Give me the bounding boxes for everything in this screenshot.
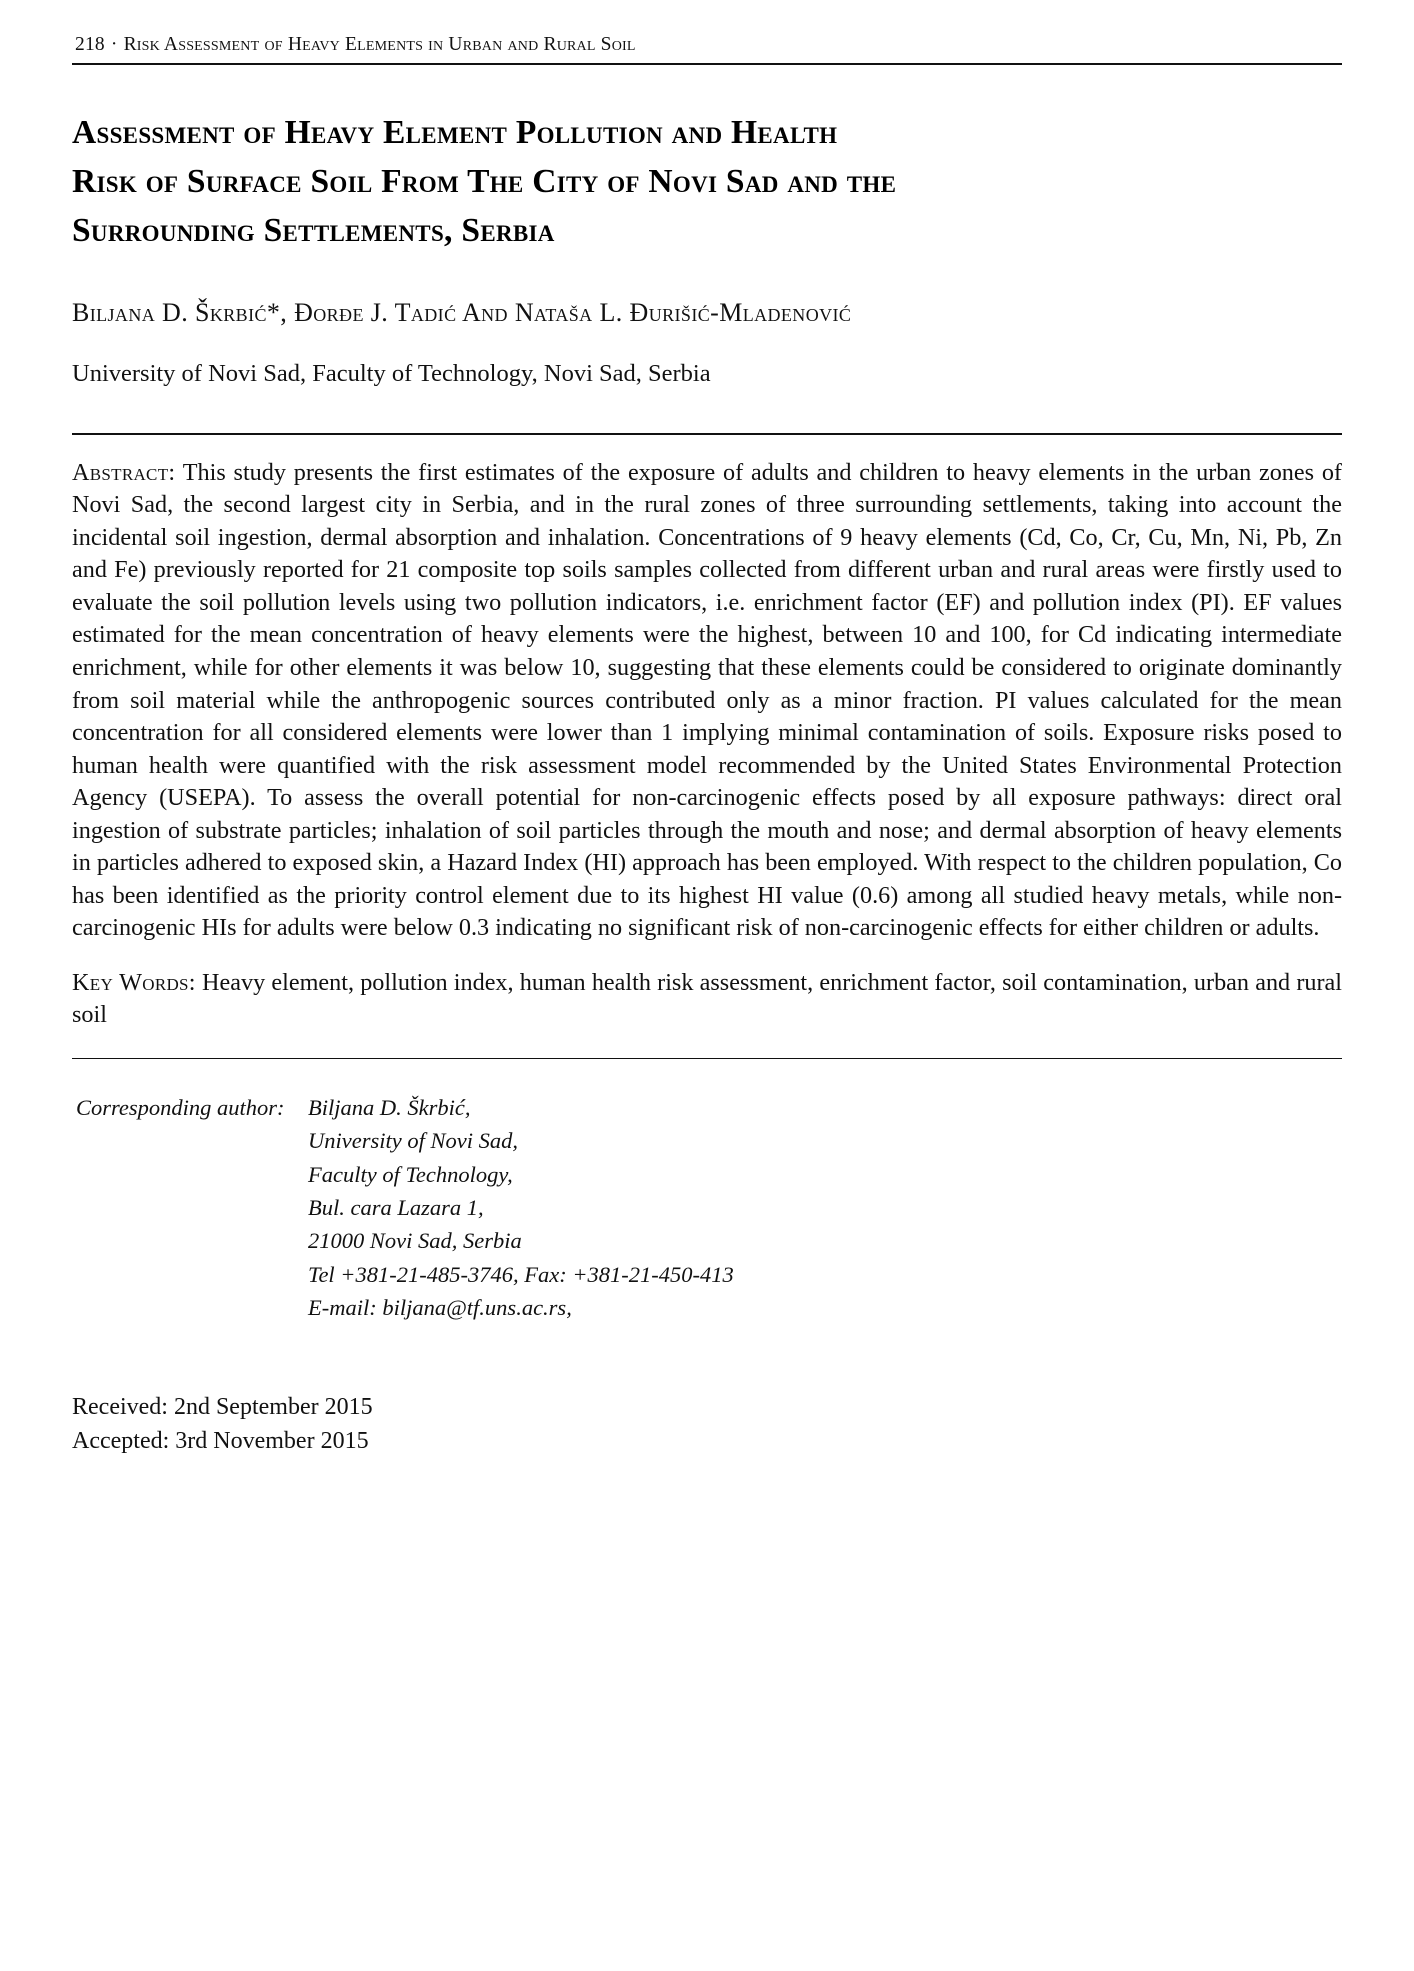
- keywords: [72, 967, 1342, 1032]
- abstract-divider-bottom: [72, 1058, 1342, 1059]
- page-title: [72, 109, 1342, 256]
- corr-line-1: Biljana D. Škrbić,: [308, 1095, 471, 1121]
- affiliation: University of Novi Sad, Faculty of Technology, Novi Sad, Serbia: [72, 359, 711, 387]
- abstract-label: Abstract:: [72, 458, 176, 486]
- abstract-body: This study presents the first estimates of the exposure of adults and children to heavy elements in the urban zones of Novi Sad, the second largest city in Serbia, and in the rural zones of three surrounding settlements, taking into account the incidental soil ingestion, dermal absorption and inhalation. Concentrations of 9 heavy elements (Cd, Co, Cr, Cu, Mn, Ni, Pb, Zn and Fe) previously reported for 21 composite top soils samples collected from different urban and rural areas were firstly used to evaluate the soil pollution levels using two pollution indicators, i.e. enrichment factor (EF) and pollution index (PI). EF values estimated for the mean concentration of heavy elements were the highest, between 10 and 100, for Cd indicating intermediate enrichment, while for other elements it was below 10, suggesting that these elements could be considered to originate dominantly from soil material while the anthropogenic sources contributed only as a minor fraction. PI values calculated for the mean concentration for all considered elements were lower than 1 implying minimal contamination of soils. Exposure risks posed to human health were quantified with the risk assessment model recommended by the United States Environmental Protection Agency (USEPA). To assess the overall potential for non-carcinogenic effects posed by all exposure pathways: direct oral ingestion of substrate particles; inhalation of soil particles through the mouth and nose; and dermal absorption of heavy elements in particles adhered to exposed skin, a Hazard Index (HI) approach has been employed. With respect to the children population, Co has been identified as the priority control element due to its highest HI value (0.6) among all studied heavy metals, while non-carcinogenic HIs for adults were below 0.3 indicating no significant risk of non-carcinogenic effects for either children or adults.: [72, 458, 1342, 942]
- keywords-label: Key Words:: [72, 968, 196, 996]
- header-divider: [72, 63, 1342, 65]
- corresponding-author-details: [308, 1091, 734, 1324]
- abstract: [72, 457, 1342, 945]
- keywords-body: Heavy element, pollution index, human health risk assessment, enrichment factor, soil contamination, urban and rural soil: [72, 968, 1343, 1029]
- accepted-date: Accepted: 3rd November 2015: [72, 1428, 369, 1455]
- submission-dates: [72, 1390, 1342, 1458]
- corr-line-4: Bul. cara Lazara 1,: [308, 1194, 484, 1220]
- corr-email: E-mail: biljana@tf.uns.ac.rs,: [308, 1294, 572, 1320]
- corr-line-2: University of Novi Sad,: [308, 1128, 518, 1154]
- running-head-title: Risk Assessment of Heavy Elements in Urban and Rural Soil: [123, 34, 636, 55]
- running-head: [72, 34, 1342, 56]
- author-list: Biljana D. Škrbić*, Đorđe J. Tadić And Nataša L. Đurišić-Mladenović: [72, 297, 852, 327]
- corr-line-6: Tel +381-21-485-3746, Fax: +381-21-450-413: [308, 1261, 734, 1287]
- running-head-page-number: 218: [75, 34, 105, 55]
- title-line-1: Assessment of Heavy Element Pollution and Health: [72, 114, 838, 151]
- received-date: Received: 2nd September 2015: [72, 1394, 373, 1421]
- title-line-3: Surrounding Settlements, Serbia: [72, 211, 555, 249]
- title-line-2: Risk of Surface Soil From The City of Novi Sad and the: [72, 162, 897, 200]
- corr-line-5: 21000 Novi Sad, Serbia: [308, 1228, 522, 1254]
- abstract-divider-top: [72, 433, 1342, 435]
- running-head-separator: ·: [110, 34, 118, 55]
- corresponding-author-label: Corresponding author:: [76, 1095, 285, 1121]
- corr-line-3: Faculty of Technology,: [308, 1161, 513, 1187]
- corresponding-author: [72, 1091, 1342, 1324]
